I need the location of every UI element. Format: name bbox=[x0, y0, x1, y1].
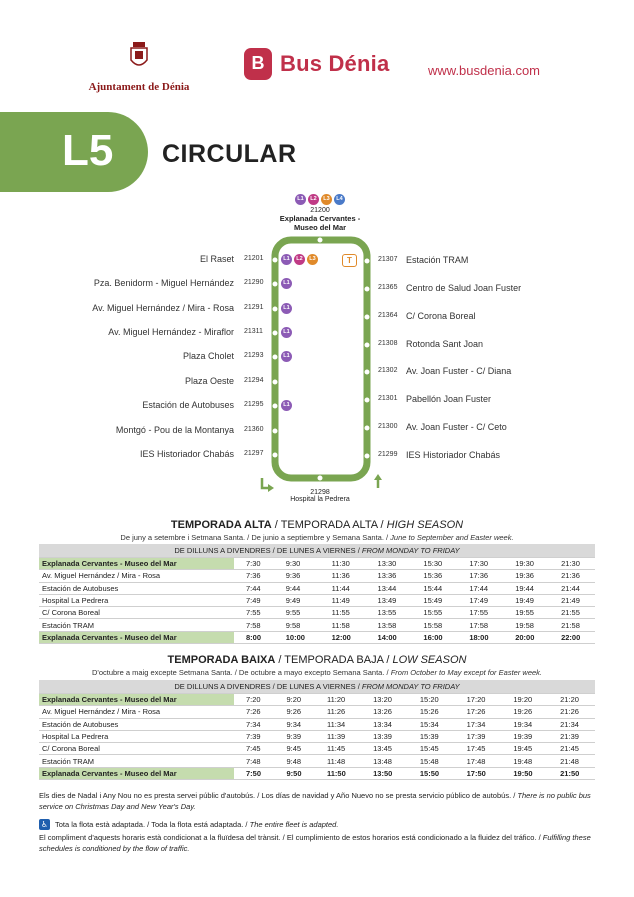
stop-cell: Hospital La Pedrera bbox=[42, 596, 109, 606]
time-cell: 7:30 bbox=[246, 559, 261, 569]
time-cell: 13:36 bbox=[377, 571, 397, 581]
time-cell: 13:45 bbox=[373, 744, 392, 754]
stop-cell: Explanada Cervantes - Museo del Mar bbox=[39, 558, 234, 570]
time-cell: 9:36 bbox=[285, 571, 301, 581]
time-cell: 7:36 bbox=[246, 571, 261, 581]
traffic-note: El compliment d'aquests horaris està condicionat a la fluïdesa del trànsit. / El cumplimiento de estos horarios está condicionado a la fluidez del tráfico. / Fulfilling these schedules is conditioned by the flow of traffic. bbox=[39, 833, 591, 853]
right-stop-name: IES Historiador Chabás bbox=[406, 450, 501, 460]
time-cell: 17:49 bbox=[469, 596, 489, 606]
stop-dot bbox=[273, 307, 278, 312]
time-cell: 12:00 bbox=[331, 632, 351, 642]
stop-cell: Explanada Cervantes - Museo del Mar bbox=[39, 631, 234, 643]
time-cell: 11:45 bbox=[327, 744, 346, 754]
line-badge-l1: L1 bbox=[295, 194, 306, 205]
left-stop-code: 21201 bbox=[244, 255, 264, 262]
time-cell: 9:26 bbox=[286, 707, 302, 717]
website-link[interactable]: www.busdenia.com bbox=[428, 63, 540, 78]
time-cell: 11:36 bbox=[331, 571, 350, 581]
right-stop-code: 21307 bbox=[378, 256, 398, 263]
time-cell: 11:20 bbox=[327, 695, 346, 705]
time-cell: 19:44 bbox=[515, 583, 534, 593]
table-row bbox=[39, 594, 595, 606]
line-badge-l2: L2 bbox=[308, 194, 319, 205]
time-cell: 7:44 bbox=[246, 583, 261, 593]
time-cell: 17:55 bbox=[469, 608, 489, 618]
top-stop-code: 21200 bbox=[310, 207, 330, 214]
right-stop-name: Av. Joan Fuster - C/ Diana bbox=[406, 366, 512, 376]
time-cell: 17:45 bbox=[466, 744, 486, 754]
time-cell: 7:34 bbox=[246, 719, 261, 729]
time-cell: 16:00 bbox=[423, 632, 443, 642]
table-row bbox=[39, 558, 595, 570]
stop-cell: C/ Corona Boreal bbox=[42, 744, 100, 754]
time-cell: 15:58 bbox=[423, 620, 443, 630]
table-days-header: DE DILLUNS A DIVENDRES / DE LUNES A VIERNES / FROM MONDAY TO FRIDAY bbox=[39, 544, 595, 558]
time-cell: 15:55 bbox=[423, 608, 443, 618]
time-cell: 17:39 bbox=[466, 732, 486, 742]
line-badge-l1: L1 bbox=[281, 351, 292, 362]
left-stop-code: 21297 bbox=[244, 450, 264, 457]
line-code: L5 bbox=[62, 126, 114, 175]
table-row bbox=[39, 582, 595, 594]
time-cell: 14:00 bbox=[377, 632, 397, 642]
right-stop-name: Centro de Salud Joan Fuster bbox=[406, 283, 522, 293]
time-cell: 13:39 bbox=[373, 732, 392, 742]
time-cell: 15:26 bbox=[419, 707, 439, 717]
line-badge-l1: L1 bbox=[281, 303, 292, 314]
left-stop-code: 21360 bbox=[244, 426, 264, 433]
time-cell: 13:55 bbox=[377, 608, 397, 618]
stop-dot bbox=[273, 355, 278, 360]
time-cell: 19:26 bbox=[513, 707, 533, 717]
low-season-table bbox=[39, 680, 595, 780]
high-season-table bbox=[39, 544, 595, 644]
time-cell: 21:36 bbox=[561, 571, 580, 581]
time-cell: 13:50 bbox=[373, 768, 393, 778]
tram-icon: T bbox=[342, 254, 357, 267]
time-cell: 7:48 bbox=[246, 756, 261, 766]
table-row bbox=[39, 767, 595, 779]
time-cell: 7:45 bbox=[246, 744, 261, 754]
table-row bbox=[39, 607, 595, 619]
right-stop-name: Estación TRAM bbox=[406, 255, 469, 265]
stop-cell: Estación de Autobuses bbox=[42, 719, 119, 729]
time-cell: 17:44 bbox=[469, 583, 489, 593]
time-cell: 9:44 bbox=[285, 583, 301, 593]
time-cell: 17:30 bbox=[469, 559, 489, 569]
right-stop-code: 21301 bbox=[378, 395, 398, 402]
time-cell: 10:00 bbox=[285, 632, 305, 642]
stop-cell: Explanada Cervantes - Museo del Mar bbox=[39, 767, 234, 779]
left-stop-code: 21295 bbox=[244, 401, 264, 408]
time-cell: 15:30 bbox=[423, 559, 443, 569]
stop-dot bbox=[273, 331, 278, 336]
right-stop-code: 21300 bbox=[378, 423, 398, 430]
top-stop-label bbox=[260, 194, 380, 232]
time-cell: 19:45 bbox=[513, 744, 533, 754]
line-badge-l4: L4 bbox=[334, 194, 345, 205]
line-badge-l2: L2 bbox=[294, 254, 305, 265]
stop-dot bbox=[365, 287, 370, 292]
holiday-note: Els dies de Nadal i Any Nou no es presta servei públic d'autobús. / Los días de navidad y Año Nuevo no se presta servicio público de autobús. / There is no public bus service on Christmas Day and New Year's Day. bbox=[39, 791, 591, 811]
time-cell: 22:00 bbox=[561, 632, 581, 642]
top-stop-name-1: Explanada Cervantes - bbox=[279, 214, 361, 223]
time-cell: 7:58 bbox=[246, 620, 261, 630]
stop-dot bbox=[273, 282, 278, 287]
time-cell: 20:00 bbox=[515, 632, 535, 642]
stop-dot bbox=[273, 380, 278, 385]
right-stop-code: 21364 bbox=[378, 312, 398, 319]
time-cell: 21:55 bbox=[561, 608, 580, 618]
left-stop-code: 21290 bbox=[244, 279, 264, 286]
line-badge-l1: L1 bbox=[281, 327, 292, 338]
top-stop-name-2: Museo del Mar bbox=[293, 223, 347, 232]
time-cell: 19:36 bbox=[515, 571, 534, 581]
table-row bbox=[39, 706, 595, 718]
left-stop-name: El Raset bbox=[199, 254, 234, 264]
time-cell: 11:58 bbox=[331, 620, 350, 630]
time-cell: 7:20 bbox=[246, 695, 261, 705]
time-cell: 7:55 bbox=[246, 608, 261, 618]
table-row bbox=[39, 718, 595, 730]
line-badge-l3: L3 bbox=[307, 254, 318, 265]
right-stop-code: 21302 bbox=[378, 367, 398, 374]
right-stop-code: 21308 bbox=[378, 340, 398, 347]
time-cell: 11:30 bbox=[331, 559, 350, 569]
line-badge-l3: L3 bbox=[321, 194, 332, 205]
time-cell: 21:45 bbox=[560, 744, 579, 754]
table-row bbox=[39, 730, 595, 742]
top-line-badges bbox=[260, 194, 380, 207]
time-cell: 15:36 bbox=[423, 571, 443, 581]
time-cell: 11:48 bbox=[327, 756, 346, 766]
time-cell: 7:39 bbox=[246, 732, 261, 742]
left-stop-name: Estación de Autobuses bbox=[142, 400, 234, 410]
stop-cell: Explanada Cervantes - Museo del Mar bbox=[39, 694, 234, 706]
stop-dot bbox=[365, 370, 370, 375]
time-cell: 15:20 bbox=[419, 695, 439, 705]
stop-dot bbox=[365, 454, 370, 459]
time-cell: 13:20 bbox=[373, 695, 392, 705]
time-cell: 15:50 bbox=[419, 768, 440, 778]
stop-cell: Estación TRAM bbox=[42, 756, 94, 766]
left-stop-name: Av. Miguel Hernández / Mira - Rosa bbox=[92, 303, 234, 313]
time-cell: 19:49 bbox=[515, 596, 534, 606]
time-cell: 21:20 bbox=[560, 695, 579, 705]
wheelchair-icon: ♿ bbox=[40, 820, 49, 829]
bottom-stop-code: 21298 bbox=[310, 489, 330, 496]
left-stop-name: IES Historiador Chabás bbox=[139, 449, 234, 459]
council-name: Ajuntament de Dénia bbox=[88, 81, 190, 93]
time-cell: 9:30 bbox=[285, 559, 301, 569]
stop-cell: Hospital La Pedrera bbox=[42, 732, 109, 742]
time-cell: 19:50 bbox=[513, 768, 533, 778]
left-stop-name: Plaza Cholet bbox=[182, 351, 234, 361]
table-row bbox=[39, 619, 595, 631]
left-stop-name: Montgó - Pou de la Montanya bbox=[115, 425, 234, 435]
stop-dot bbox=[273, 429, 278, 434]
time-cell: 11:34 bbox=[327, 719, 346, 729]
bottom-stop-label bbox=[260, 489, 380, 503]
table-row bbox=[39, 743, 595, 755]
time-cell: 17:58 bbox=[469, 620, 489, 630]
time-cell: 19:48 bbox=[513, 756, 533, 766]
accessibility-note: Tota la flota està adaptada. / Toda la flota está adaptada. / The entire fleet is adapted. bbox=[55, 820, 339, 829]
time-cell: 21:30 bbox=[561, 559, 580, 569]
time-cell: 11:50 bbox=[327, 768, 346, 778]
stop-dot bbox=[273, 258, 278, 263]
bottom-stop-name: Hospital la Pedrera bbox=[290, 496, 350, 503]
time-cell: 13:30 bbox=[377, 559, 397, 569]
time-cell: 13:44 bbox=[377, 583, 397, 593]
time-cell: 9:49 bbox=[285, 596, 301, 606]
stop-dot bbox=[365, 343, 370, 348]
time-cell: 7:26 bbox=[246, 707, 261, 717]
stop-cell: Av. Miguel Hernández / Mira - Rosa bbox=[42, 707, 161, 717]
time-cell: 21:50 bbox=[560, 768, 580, 778]
left-stop-code: 21293 bbox=[244, 352, 264, 359]
time-cell: 17:36 bbox=[469, 571, 489, 581]
time-cell: 21:34 bbox=[560, 719, 579, 729]
left-stop-code: 21311 bbox=[244, 328, 263, 335]
time-cell: 15:34 bbox=[419, 719, 439, 729]
table-row bbox=[39, 570, 595, 582]
time-cell: 13:34 bbox=[373, 719, 392, 729]
brand-name: Bus Dénia bbox=[280, 51, 390, 76]
time-cell: 19:30 bbox=[515, 559, 534, 569]
time-cell: 21:48 bbox=[560, 756, 579, 766]
time-cell: 21:49 bbox=[561, 596, 580, 606]
time-cell: 21:44 bbox=[561, 583, 580, 593]
time-cell: 19:39 bbox=[513, 732, 533, 742]
stop-dot bbox=[365, 259, 370, 264]
time-cell: 19:20 bbox=[513, 695, 533, 705]
table-row bbox=[39, 755, 595, 767]
left-stop-code: 21294 bbox=[244, 377, 264, 384]
stop-dot bbox=[273, 453, 278, 458]
time-cell: 15:44 bbox=[423, 583, 443, 593]
left-stop-name: Pza. Benidorm - Miguel Hernández bbox=[93, 278, 234, 288]
time-cell: 17:50 bbox=[466, 768, 486, 778]
time-cell: 9:50 bbox=[286, 768, 302, 778]
time-cell: 13:26 bbox=[373, 707, 392, 717]
stop-dot bbox=[318, 238, 323, 243]
time-cell: 7:50 bbox=[246, 768, 262, 778]
right-stop-name: Av. Joan Fuster - C/ Ceto bbox=[406, 422, 507, 432]
time-cell: 8:00 bbox=[246, 632, 262, 642]
line-badge-l1: L1 bbox=[281, 254, 292, 265]
time-cell: 17:26 bbox=[466, 707, 486, 717]
stop-dot bbox=[365, 426, 370, 431]
high-season-subtitle: De juny a setembre i Setmana Santa. / De junio a septiembre y Semana Santa. / June to September and Easter week. bbox=[120, 533, 514, 542]
time-cell: 7:49 bbox=[246, 596, 261, 606]
time-cell: 15:48 bbox=[419, 756, 439, 766]
stop-dot bbox=[273, 404, 278, 409]
time-cell: 9:34 bbox=[286, 719, 302, 729]
time-cell: 9:39 bbox=[286, 732, 302, 742]
time-cell: 13:49 bbox=[377, 596, 397, 606]
time-cell: 17:48 bbox=[466, 756, 486, 766]
stop-dot bbox=[365, 398, 370, 403]
time-cell: 9:20 bbox=[286, 695, 302, 705]
stop-cell: C/ Corona Boreal bbox=[42, 608, 100, 618]
right-stop-name: Rotonda Sant Joan bbox=[406, 339, 484, 349]
time-cell: 9:45 bbox=[286, 744, 302, 754]
right-stop-code: 21299 bbox=[378, 451, 398, 458]
time-cell: 15:49 bbox=[423, 596, 443, 606]
right-stop-code: 21365 bbox=[378, 284, 398, 291]
time-cell: 21:39 bbox=[560, 732, 579, 742]
line-badge-l1: L1 bbox=[281, 400, 292, 411]
time-cell: 9:55 bbox=[285, 608, 301, 618]
table-row bbox=[39, 631, 595, 643]
stop-dot bbox=[365, 315, 370, 320]
time-cell: 21:58 bbox=[561, 620, 580, 630]
table-row bbox=[39, 694, 595, 706]
right-stop-name: C/ Corona Boreal bbox=[406, 311, 476, 321]
line-name: CIRCULAR bbox=[162, 140, 297, 168]
time-cell: 13:58 bbox=[377, 620, 397, 630]
stop-dot bbox=[318, 476, 323, 481]
low-season-subtitle: D'octubre a maig excepte Setmana Santa. / De octubre a mayo excepto Semana Santa. / From October to May except for Easter week. bbox=[91, 668, 542, 677]
left-stop-code: 21291 bbox=[244, 304, 264, 311]
left-stop-name: Av. Miguel Hernández - Miraflor bbox=[108, 327, 234, 337]
time-cell: 9:58 bbox=[285, 620, 301, 630]
time-cell: 19:34 bbox=[513, 719, 533, 729]
right-stop-name: Pabellón Joan Fuster bbox=[406, 394, 492, 404]
time-cell: 11:44 bbox=[331, 583, 350, 593]
stop-cell: Av. Miguel Hernández / Mira - Rosa bbox=[42, 571, 161, 581]
time-cell: 9:48 bbox=[286, 756, 302, 766]
time-cell: 15:45 bbox=[419, 744, 439, 754]
time-cell: 17:34 bbox=[466, 719, 486, 729]
time-cell: 18:00 bbox=[469, 632, 489, 642]
high-season-title: TEMPORADA ALTA / TEMPORADA ALTA / HIGH SEASON bbox=[170, 519, 464, 531]
time-cell: 19:58 bbox=[515, 620, 534, 630]
time-cell: 21:26 bbox=[560, 707, 579, 717]
stop-cell: Estación de Autobuses bbox=[42, 583, 119, 593]
time-cell: 11:26 bbox=[327, 707, 346, 717]
time-cell: 19:55 bbox=[515, 608, 534, 618]
low-season-title: TEMPORADA BAIXA / TEMPORADA BAJA / LOW SEASON bbox=[167, 654, 467, 666]
time-cell: 11:55 bbox=[331, 608, 350, 618]
time-cell: 13:48 bbox=[373, 756, 392, 766]
time-cell: 11:49 bbox=[331, 596, 350, 606]
time-cell: 17:20 bbox=[466, 695, 486, 705]
table-days-header: DE DILLUNS A DIVENDRES / DE LUNES A VIERNES / FROM MONDAY TO FRIDAY bbox=[39, 680, 595, 694]
bus-logo-icon: B bbox=[244, 48, 272, 80]
time-cell: 15:39 bbox=[419, 732, 439, 742]
stop-cell: Estación TRAM bbox=[42, 620, 94, 630]
left-stop-name: Plaza Oeste bbox=[184, 376, 234, 386]
line-badge-l1: L1 bbox=[281, 278, 292, 289]
time-cell: 11:39 bbox=[327, 732, 346, 742]
